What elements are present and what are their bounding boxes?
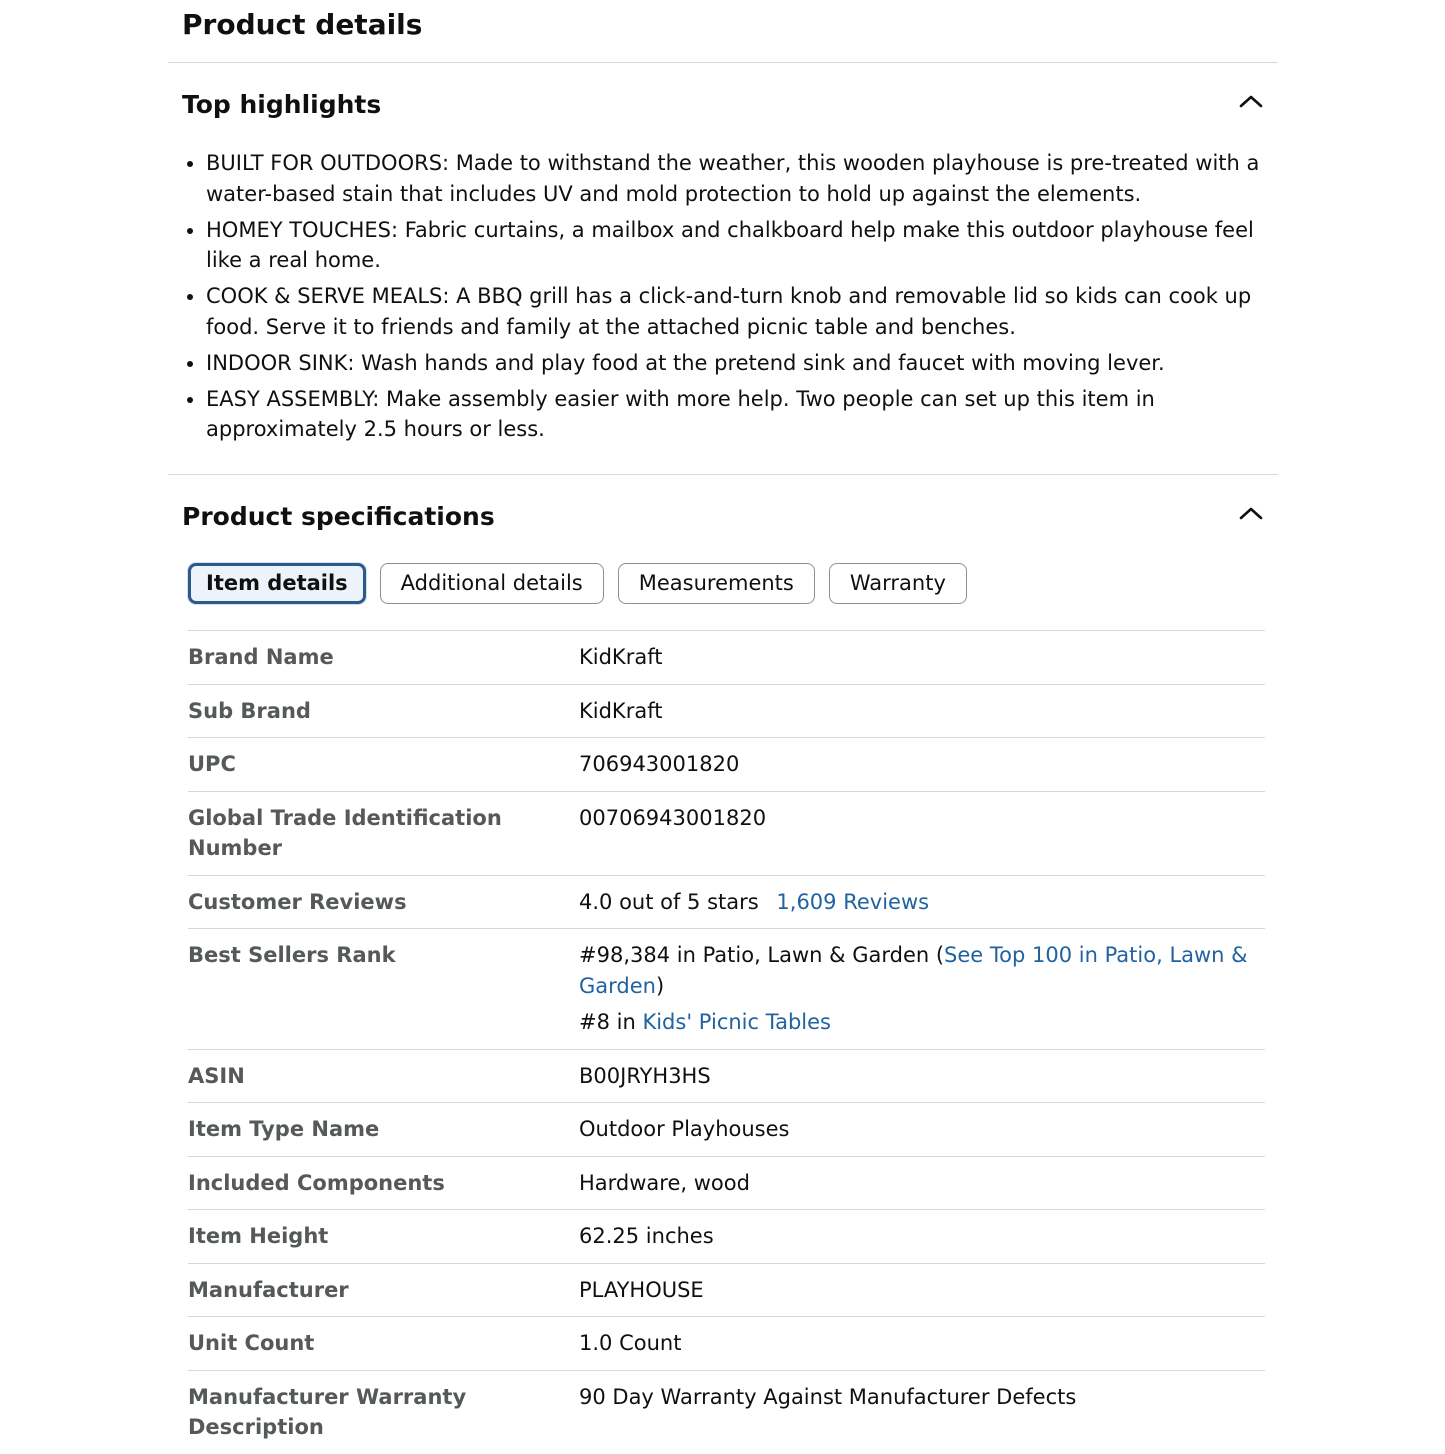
highlight-item: INDOOR SINK: Wash hands and play food at the pretend sink and faucet with moving lever.	[182, 348, 1262, 379]
spec-label-asin: ASIN	[188, 1063, 245, 1088]
tab-warranty[interactable]: Warranty	[829, 563, 967, 604]
table-row	[188, 631, 1265, 685]
spec-label-item-type-name: Item Type Name	[188, 1117, 380, 1141]
reviews-link[interactable]	[776, 890, 929, 914]
spec-value-item-type-name: Outdoor Playhouses	[579, 1117, 790, 1141]
top-highlights-heading: Top highlights	[182, 90, 382, 119]
spec-label-manufacturer: Manufacturer	[188, 1277, 349, 1302]
spec-label-item-height: Item Height	[188, 1224, 329, 1248]
spec-label-customer-reviews: Customer Reviews	[188, 889, 407, 914]
tab-measurements[interactable]: Measurements	[618, 563, 815, 604]
spec-label-included-components: Included Components	[188, 1170, 445, 1195]
rating-text: 4.0 out of 5 stars	[579, 889, 759, 914]
spec-value-item-height: 62.25 inches	[579, 1224, 714, 1248]
rank-line	[579, 1007, 1265, 1038]
table-row	[188, 1049, 1265, 1103]
table-row	[188, 1103, 1265, 1157]
spec-value-asin: B00JRYH3HS	[579, 1063, 711, 1088]
table-row	[188, 1156, 1265, 1210]
product-specifications-collapse-button[interactable]	[1232, 498, 1270, 528]
table-row	[188, 875, 1265, 929]
spec-value-warranty-description: 90 Day Warranty Against Manufacturer Defects	[579, 1384, 1077, 1409]
table-row	[188, 1210, 1265, 1264]
reviews-label: Reviews	[843, 889, 930, 914]
rank1-text: #98,384 in Patio, Lawn & Garden (	[579, 943, 945, 967]
rank1-close: )	[655, 973, 665, 998]
spec-label-best-sellers-rank: Best Sellers Rank	[188, 943, 396, 967]
table-row	[188, 684, 1265, 738]
spec-value-customer-reviews	[579, 875, 1265, 929]
spec-value-included-components: Hardware, wood	[579, 1170, 750, 1195]
page-title: Product details	[182, 8, 423, 41]
spec-value-brand-name: KidKraft	[579, 645, 663, 669]
table-row	[188, 1370, 1265, 1454]
spec-value-best-sellers-rank	[579, 929, 1265, 1050]
section-divider	[168, 474, 1278, 475]
table-row	[188, 738, 1265, 792]
spec-tabs	[188, 563, 967, 604]
spec-value-gtin: 00706943001820	[579, 805, 767, 830]
table-row	[188, 791, 1265, 875]
reviews-count: 1,609	[776, 889, 837, 914]
table-row	[188, 1263, 1265, 1317]
spec-label-gtin: Global Trade Identification Number	[188, 805, 502, 860]
table-row	[188, 1317, 1265, 1371]
spec-label-brand-name: Brand Name	[188, 645, 334, 669]
highlight-item: BUILT FOR OUTDOORS: Made to withstand the weather, this wooden playhouse is pre-treated with a water-based stain that includes UV and mold protection to hold up against the elements.	[182, 148, 1262, 209]
spec-table	[188, 630, 1265, 1454]
tab-item-details[interactable]: Item details	[188, 563, 366, 604]
spec-value-sub-brand: KidKraft	[579, 698, 663, 723]
chevron-up-icon	[1238, 505, 1264, 521]
spec-label-sub-brand: Sub Brand	[188, 698, 311, 723]
highlight-item: EASY ASSEMBLY: Make assembly easier with more help. Two people can set up this item in approximately 2.5 hours or less.	[182, 384, 1262, 445]
spec-value-unit-count: 1.0 Count	[579, 1331, 682, 1355]
top-highlights-collapse-button[interactable]	[1232, 86, 1270, 116]
spec-label-warranty-description: Manufacturer Warranty Description	[188, 1384, 467, 1439]
product-specifications-heading: Product specifications	[182, 502, 495, 531]
highlights-list	[182, 148, 1262, 450]
highlight-item: COOK & SERVE MEALS: A BBQ grill has a click-and-turn knob and removable lid so kids can cook up food. Serve it to friends and family at the attached picnic table and benches.	[182, 281, 1262, 342]
highlight-item: HOMEY TOUCHES: Fabric curtains, a mailbox and chalkboard help make this outdoor playhouse feel like a real home.	[182, 215, 1262, 276]
rank2-text: #8 in	[579, 1010, 643, 1034]
spec-value-upc: 706943001820	[579, 752, 740, 776]
kids-picnic-tables-link[interactable]: Kids' Picnic Tables	[642, 1010, 831, 1034]
table-row	[188, 929, 1265, 1050]
section-divider	[168, 62, 1278, 63]
see-top-100-link[interactable]: See Top 100 in Patio, Lawn & Garden	[579, 943, 1248, 998]
spec-label-upc: UPC	[188, 752, 236, 776]
spec-label-unit-count: Unit Count	[188, 1331, 315, 1355]
chevron-up-icon	[1238, 93, 1264, 109]
tab-additional-details[interactable]: Additional details	[380, 563, 604, 604]
spec-value-manufacturer: PLAYHOUSE	[579, 1277, 704, 1302]
rank-line	[579, 940, 1265, 1001]
